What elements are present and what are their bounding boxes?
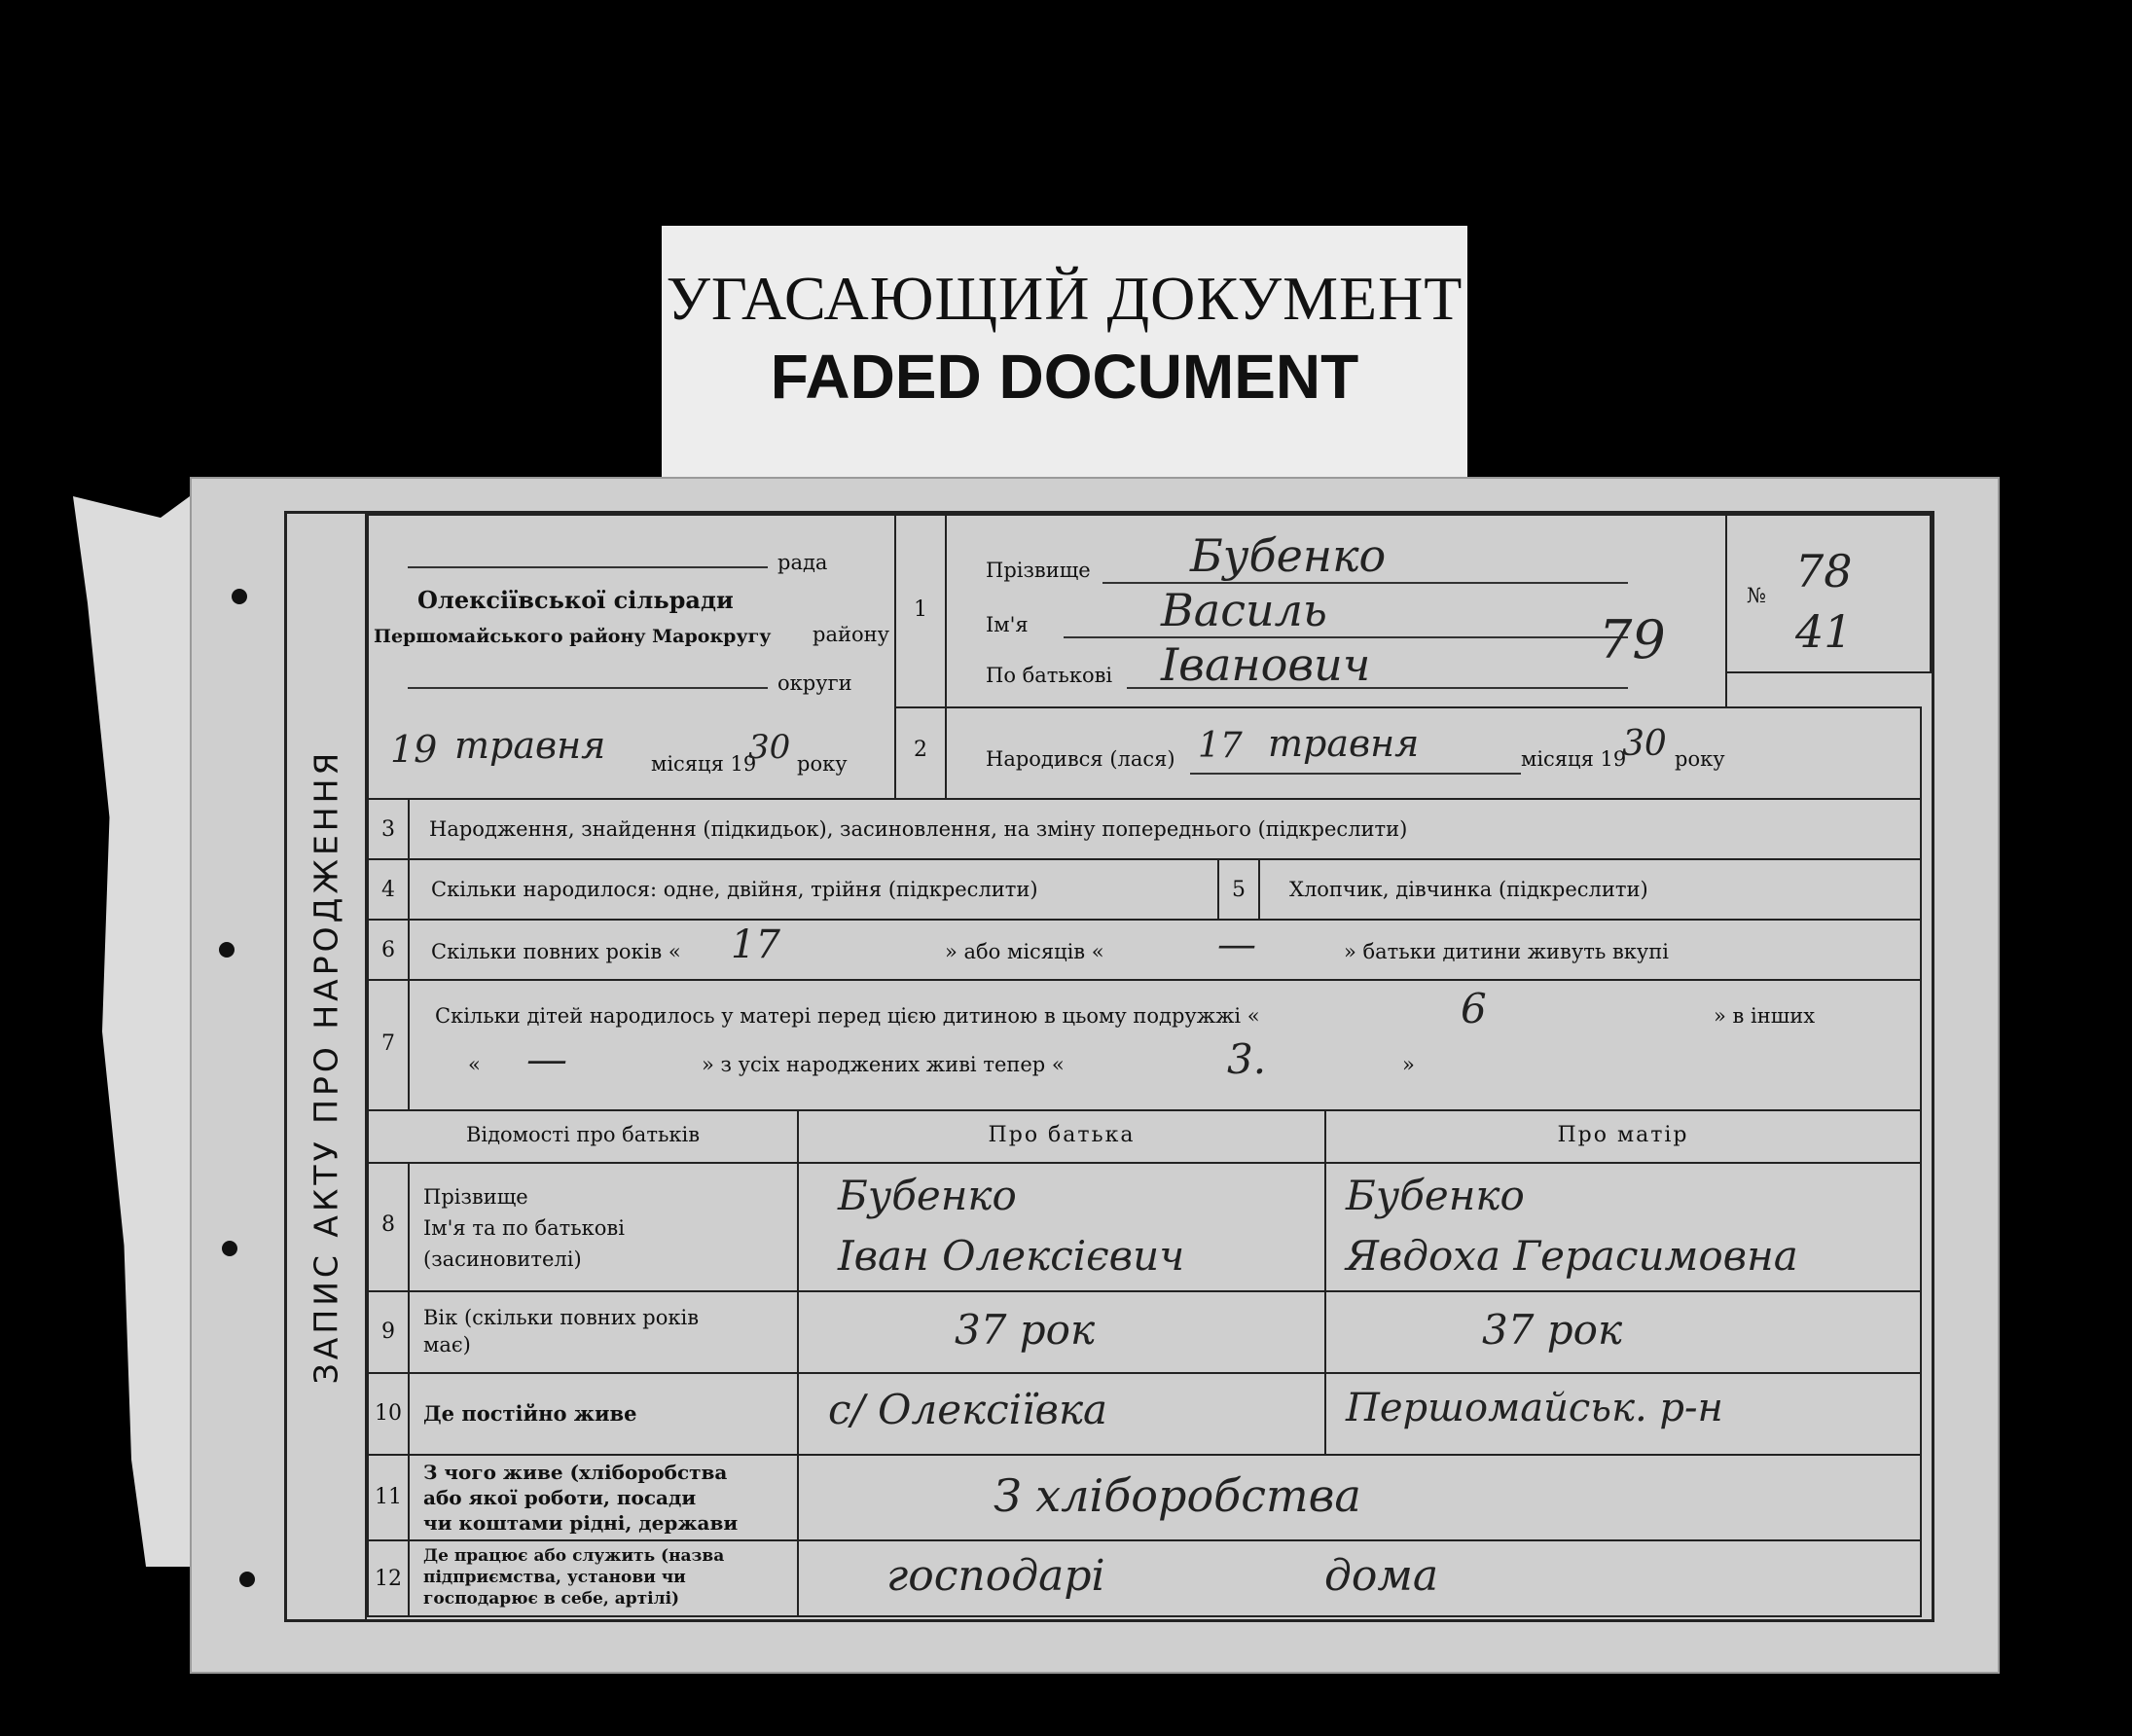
raion-label: району (813, 623, 889, 646)
father-residence: с/ Олексіївка (828, 1386, 1108, 1433)
father-workplace: господарі (886, 1551, 1105, 1601)
birth-day: 17 (1198, 726, 1243, 766)
row-8-number: 8 (381, 1212, 395, 1237)
raion-name: Першомайського району Марокругу (374, 626, 772, 647)
birth-month: травня (1268, 722, 1420, 765)
binding-hole (219, 942, 235, 958)
mother-age: 37 рок (1482, 1306, 1623, 1354)
row-7-text-b: » в інших (1714, 1004, 1816, 1028)
surname-label: Прізвище (986, 559, 1091, 582)
row-7-text-d: » з усіх народжених живі тепер « (702, 1053, 1065, 1076)
patronymic-label: По батькові (986, 664, 1113, 687)
row-10-number: 10 (375, 1401, 402, 1426)
row-9-number: 9 (381, 1320, 395, 1344)
child-surname: Бубенко (1190, 529, 1387, 582)
record-no-bottom: 41 (1795, 605, 1853, 658)
row-7-value-b: — (526, 1035, 567, 1083)
row-7-text-a: Скільки дітей народилось у матері перед цією дитиною в цьому подружжі « (435, 1004, 1260, 1028)
registry-block (367, 514, 896, 800)
row-12-number: 12 (375, 1567, 402, 1591)
father-header: Про батька (988, 1123, 1136, 1147)
mother-header: Про матір (1557, 1123, 1689, 1147)
rada-label: рада (777, 551, 828, 574)
section-1-number: 1 (914, 597, 927, 622)
birth-year-label: року (1675, 747, 1725, 771)
row-11-label: З чого живе (хліборобства або якої роботи, посади чи коштами рідні, держави (423, 1461, 739, 1535)
record-no-label: № (1747, 584, 1766, 607)
registry-day-handwritten: 19 (390, 728, 438, 771)
born-label: Народився (лася) (986, 747, 1175, 771)
row-3-text: Народження, знайдення (підкидьок), засиновлення, на зміну попереднього (підкреслити) (429, 817, 1408, 841)
form-vertical-title (287, 514, 367, 1619)
row-11-number: 11 (375, 1485, 402, 1509)
section-2-number: 2 (914, 738, 927, 762)
side-mark: 79 (1599, 609, 1666, 670)
row-4-text: Скільки народилося: одне, двійня, трійня (підкреслити) (431, 878, 1038, 901)
row-5-text: Хлопчик, дівчинка (підкреслити) (1289, 878, 1648, 901)
row-10-label: Де постійно живе (423, 1401, 637, 1426)
row-6-number: 6 (381, 938, 395, 962)
row-7-value-c: 3. (1227, 1035, 1267, 1083)
livelihood-value: З хліборобства (994, 1469, 1361, 1522)
row-9-label: Вік (скільки повних років має) (423, 1306, 700, 1356)
binding-hole (232, 589, 247, 604)
birth-month-label: місяця 19 (1521, 747, 1627, 771)
okruga-label: округи (777, 671, 852, 695)
birth-year: 30 (1622, 724, 1667, 764)
row-8-label: Прізвище Ім'я та по батькові (засиновителі) (423, 1185, 625, 1271)
form-title: ЗАПИС АКТУ ПРО НАРОДЖЕННЯ (307, 748, 345, 1385)
row-6-months: — (1217, 922, 1256, 967)
row-7-text-e: » (1402, 1053, 1415, 1076)
father-name: Бубенко Іван Олексієвич (838, 1172, 1185, 1280)
birth-date-block (945, 706, 1922, 800)
registry-year-handwritten: 30 (748, 728, 791, 767)
parents-info-header: Відомості про батьків (465, 1123, 701, 1146)
row-5-number: 5 (1232, 878, 1246, 902)
child-name-block (945, 514, 1727, 708)
name-label: Ім'я (986, 613, 1029, 636)
row-7-value-a: 6 (1461, 985, 1487, 1032)
stamp-text-ru: УГАСАЮЩИЙ ДОКУМЕНТ (666, 264, 1463, 333)
child-name: Василь (1161, 584, 1327, 636)
mother-name: Бубенко Явдоха Герасимовна (1346, 1172, 1798, 1280)
mother-residence: Першомайськ. р-н (1346, 1386, 1723, 1430)
torn-edge (44, 496, 190, 1567)
binding-hole (239, 1572, 255, 1587)
record-no-top: 78 (1795, 545, 1853, 597)
registry-month-handwritten: травня (454, 724, 606, 767)
row-6-text-b: » або місяців « (945, 940, 1104, 963)
binding-hole (222, 1241, 237, 1256)
row-6-text-a: Скільки повних років « (431, 940, 681, 963)
row-4-number: 4 (381, 878, 395, 902)
child-patronymic: Іванович (1161, 638, 1371, 691)
row-7-text-c: « (468, 1053, 481, 1076)
record-number-block (1725, 514, 1932, 673)
registry-year-label: року (797, 752, 848, 776)
rada-name: Олексіївської сільради (417, 586, 734, 614)
row-7-number: 7 (381, 1031, 395, 1056)
row-6-years: 17 (731, 922, 780, 967)
birth-record-form (284, 511, 1934, 1622)
row-12-label: Де працює або служить (назва підприємства, установи чи господарює в себе, артілі) (423, 1546, 725, 1609)
row-6-text-c: » батьки дитини живуть вкупі (1344, 940, 1669, 963)
mother-workplace: дома (1324, 1551, 1439, 1601)
faded-document-stamp (662, 226, 1467, 488)
registry-month-label: місяця 19 (651, 752, 757, 776)
father-age: 37 рок (955, 1306, 1096, 1354)
row-3-number: 3 (381, 817, 395, 842)
stamp-text-en: FADED DOCUMENT (770, 342, 1359, 412)
